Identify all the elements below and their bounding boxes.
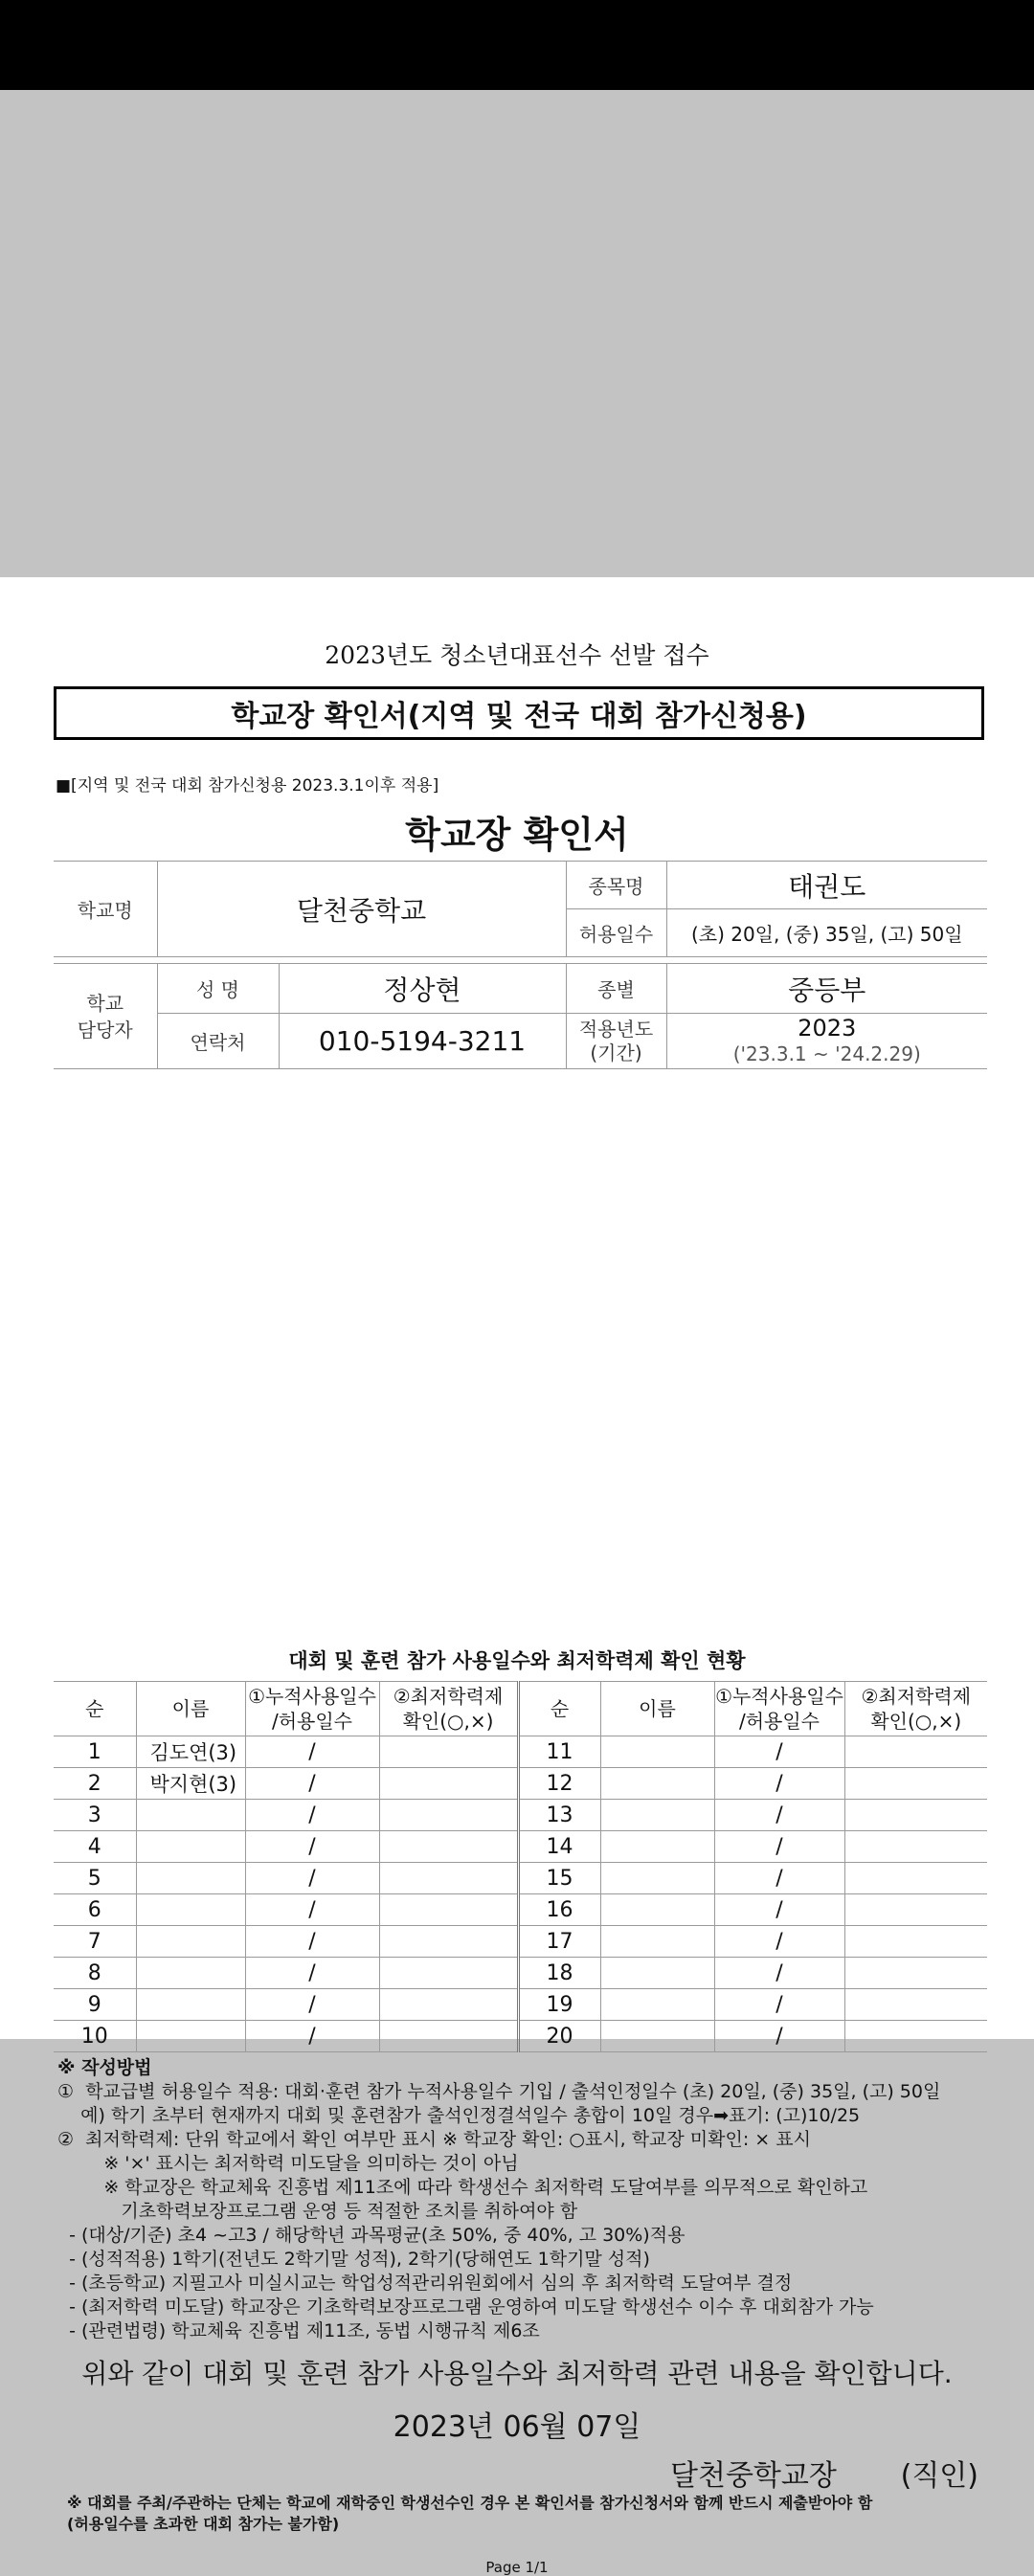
cell-name (136, 1831, 245, 1863)
cell-days: / (714, 1926, 844, 1958)
cell-no: 16 (518, 1894, 600, 1926)
table-row (54, 1831, 987, 1863)
cell-no: 5 (54, 1863, 136, 1894)
cell-name (136, 1926, 245, 1958)
cell-name (600, 1800, 714, 1831)
cell-check (844, 1736, 987, 1768)
cell-check (844, 1768, 987, 1800)
table-row (54, 2021, 987, 2052)
method-line: ② 최저학력제: 단위 학교에서 확인 여부만 표시 ※ 학교장 확인: ○표시, 학교장 미확인: × 표시 (57, 2129, 811, 2150)
principal-signature: 달천중학교장 (직인) (669, 2459, 978, 2493)
cell-name (136, 1863, 245, 1894)
cell-name (600, 1768, 714, 1800)
cell-name (600, 1831, 714, 1863)
category-label: 종별 (566, 964, 666, 1014)
document-page (0, 577, 1034, 2576)
cell-days: / (245, 1926, 379, 1958)
cell-days: / (714, 1989, 844, 2021)
sport-value: 태권도 (666, 862, 987, 909)
method-line: 예) 학기 초부터 현재까지 대회 및 훈련참가 출석인정결석일수 총합이 10일 경우➡표기: (고)10/25 (57, 2105, 861, 2126)
cell-days: / (714, 1736, 844, 1768)
cell-days: / (714, 1800, 844, 1831)
contact-value: 010-5194-3211 (279, 1014, 566, 1069)
table-row (54, 1958, 987, 1989)
method-line: ※ 작성방법 (57, 2057, 152, 2078)
cell-no: 13 (518, 1800, 600, 1831)
column-header: 이름 (600, 1682, 714, 1736)
cell-name (136, 1800, 245, 1831)
year-label: 적용년도 (기간) (566, 1014, 666, 1069)
section-title: 대회 및 훈련 참가 사용일수와 최저학력제 확인 현황 (288, 1649, 746, 1672)
table-row (54, 1768, 987, 1800)
cell-days: / (245, 1958, 379, 1989)
cell-days: / (714, 1831, 844, 1863)
method-line: - (최저학력 미도달) 학교장은 기초학력보장프로그램 운영하여 미도달 학생선수 이수 후 대회참가 가능 (57, 2296, 874, 2318)
cell-name (600, 1894, 714, 1926)
cell-check (379, 1736, 518, 1768)
cell-name (600, 1926, 714, 1958)
contact-label: 연락처 (157, 1014, 279, 1069)
column-header: ①누적사용일수 /허용일수 (245, 1682, 379, 1736)
cell-days: / (714, 1768, 844, 1800)
allowed-days-value: (초) 20일, (중) 35일, (고) 50일 (666, 909, 987, 957)
cell-no: 14 (518, 1831, 600, 1863)
column-header: 순 (518, 1682, 600, 1736)
document-header: 2023년도 청소년대표선수 선발 접수 (325, 641, 709, 669)
cell-no: 20 (518, 2021, 600, 2052)
cell-no: 1 (54, 1736, 136, 1768)
method-line: ※ '×' 표시는 최저학력 미도달을 의미하는 것이 아님 (57, 2153, 519, 2174)
cell-no: 10 (54, 2021, 136, 2052)
cell-check (844, 1989, 987, 2021)
cell-no: 6 (54, 1894, 136, 1926)
cell-days: / (245, 1894, 379, 1926)
cell-check (379, 2021, 518, 2052)
cell-days: / (245, 1989, 379, 2021)
cell-name: 박지현(3) (136, 1768, 245, 1800)
column-header: ①누적사용일수 /허용일수 (714, 1682, 844, 1736)
cell-check (379, 1800, 518, 1831)
cell-days: / (714, 2021, 844, 2052)
cell-name (136, 1989, 245, 2021)
cell-no: 18 (518, 1958, 600, 1989)
cell-check (379, 1863, 518, 1894)
cell-check (844, 2021, 987, 2052)
cell-days: / (245, 1800, 379, 1831)
table-row (54, 1989, 987, 2021)
method-line: ※ 학교장은 학교체육 진흥법 제11조에 따라 학생선수 최저학력 도달여부를 의무적으로 확인하고 (57, 2177, 868, 2198)
apply-note: ■[지역 및 전국 대회 참가신청용 2023.3.1이후 적용] (56, 776, 439, 795)
cell-name (600, 1863, 714, 1894)
table-row (54, 1894, 987, 1926)
cell-check (379, 1958, 518, 1989)
method-line: ① 학교급별 허용일수 적용: 대회·훈련 참가 누적사용일수 기입 / 출석인정일수 (초) 20일, (중) 35일, (고) 50일 (57, 2081, 941, 2102)
document-title-box: 학교장 확인서(지역 및 전국 대회 참가신청용) (54, 686, 984, 740)
cell-name (136, 1958, 245, 1989)
column-header: ②최저학력제 확인(○,×) (379, 1682, 518, 1736)
table-row (54, 1926, 987, 1958)
table-header-row (54, 1682, 987, 1736)
cell-no: 12 (518, 1768, 600, 1800)
cell-no: 2 (54, 1768, 136, 1800)
cell-days: / (245, 2021, 379, 2052)
cell-check (844, 1958, 987, 1989)
cell-days: / (714, 1894, 844, 1926)
cell-days: / (245, 1831, 379, 1863)
writing-method-notes (57, 2056, 996, 2343)
name-value: 정상현 (279, 964, 566, 1014)
table-row (54, 1863, 987, 1894)
cell-no: 4 (54, 1831, 136, 1863)
confirm-date: 2023년 06월 07일 (393, 2410, 641, 2444)
cell-name: 김도연(3) (136, 1736, 245, 1768)
cell-name (600, 2021, 714, 2052)
cell-days: / (714, 1863, 844, 1894)
cell-name (600, 1989, 714, 2021)
period-value: ('23.3.1 ~ '24.2.29) (732, 1042, 921, 1065)
column-header: ②최저학력제 확인(○,×) (844, 1682, 987, 1736)
cell-days: / (245, 1736, 379, 1768)
cell-check (379, 1831, 518, 1863)
manager-label: 학교 담당자 (54, 964, 157, 1069)
footnote: ※ 대회를 주최/주관하는 단체는 학교에 재학중인 학생선수인 경우 본 확인서를 참가신청서와 함께 반드시 제출받아야 함 (허용일수를 초과한 대회 참가는 불가함) (67, 2494, 873, 2533)
method-line: - (관련법령) 학교체육 진흥법 제11조, 동법 시행규칙 제6조 (57, 2320, 540, 2341)
column-header: 이름 (136, 1682, 245, 1736)
cell-no: 3 (54, 1800, 136, 1831)
cell-days: / (245, 1768, 379, 1800)
cell-days: / (245, 1863, 379, 1894)
cell-check (844, 1863, 987, 1894)
name-label: 성 명 (157, 964, 279, 1014)
page-number: Page 1/1 (485, 2559, 549, 2576)
cell-name (136, 1894, 245, 1926)
cell-check (379, 1989, 518, 2021)
school-info-table (54, 861, 987, 1069)
year-cell (666, 1014, 987, 1069)
page-title: 학교장 확인서 (405, 814, 629, 856)
cell-name (600, 1958, 714, 1989)
table-row (54, 1736, 987, 1768)
cell-no: 7 (54, 1926, 136, 1958)
school-label: 학교명 (54, 862, 157, 957)
cell-check (844, 1831, 987, 1863)
top-status-bar (0, 0, 1034, 90)
cell-no: 8 (54, 1958, 136, 1989)
cell-days: / (714, 1958, 844, 1989)
column-header: 순 (54, 1682, 136, 1736)
table-row (54, 1800, 987, 1831)
year-value: 2023 (798, 1014, 857, 1042)
school-value: 달천중학교 (157, 862, 566, 957)
sport-label: 종목명 (566, 862, 666, 909)
cell-name (136, 2021, 245, 2052)
cell-check (844, 1894, 987, 1926)
method-line: - (대상/기준) 초4 ~고3 / 해당학년 과목평균(초 50%, 중 40%, 고 30%)적용 (57, 2225, 686, 2246)
cell-check (844, 1926, 987, 1958)
cell-no: 9 (54, 1989, 136, 2021)
participation-table (54, 1681, 987, 2052)
allowed-days-label: 허용일수 (566, 909, 666, 957)
method-line: - (초등학교) 지필고사 미실시교는 학업성적관리위원회에서 심의 후 최저학력 도달여부 결정 (57, 2273, 793, 2294)
confirm-statement: 위와 같이 대회 및 훈련 참가 사용일수와 최저학력 관련 내용을 확인합니다. (81, 2358, 953, 2389)
cell-no: 11 (518, 1736, 600, 1768)
cell-no: 15 (518, 1863, 600, 1894)
cell-check (379, 1926, 518, 1958)
method-line: - (성적적용) 1학기(전년도 2학기말 성적), 2학기(당해연도 1학기말 성적) (57, 2249, 650, 2270)
cell-name (600, 1736, 714, 1768)
cell-check (379, 1768, 518, 1800)
category-value: 중등부 (666, 964, 987, 1014)
cell-no: 17 (518, 1926, 600, 1958)
cell-check (379, 1894, 518, 1926)
method-line: 기초학력보장프로그램 운영 등 적절한 조치를 취하여야 함 (57, 2201, 578, 2222)
cell-no: 19 (518, 1989, 600, 2021)
cell-check (844, 1800, 987, 1831)
